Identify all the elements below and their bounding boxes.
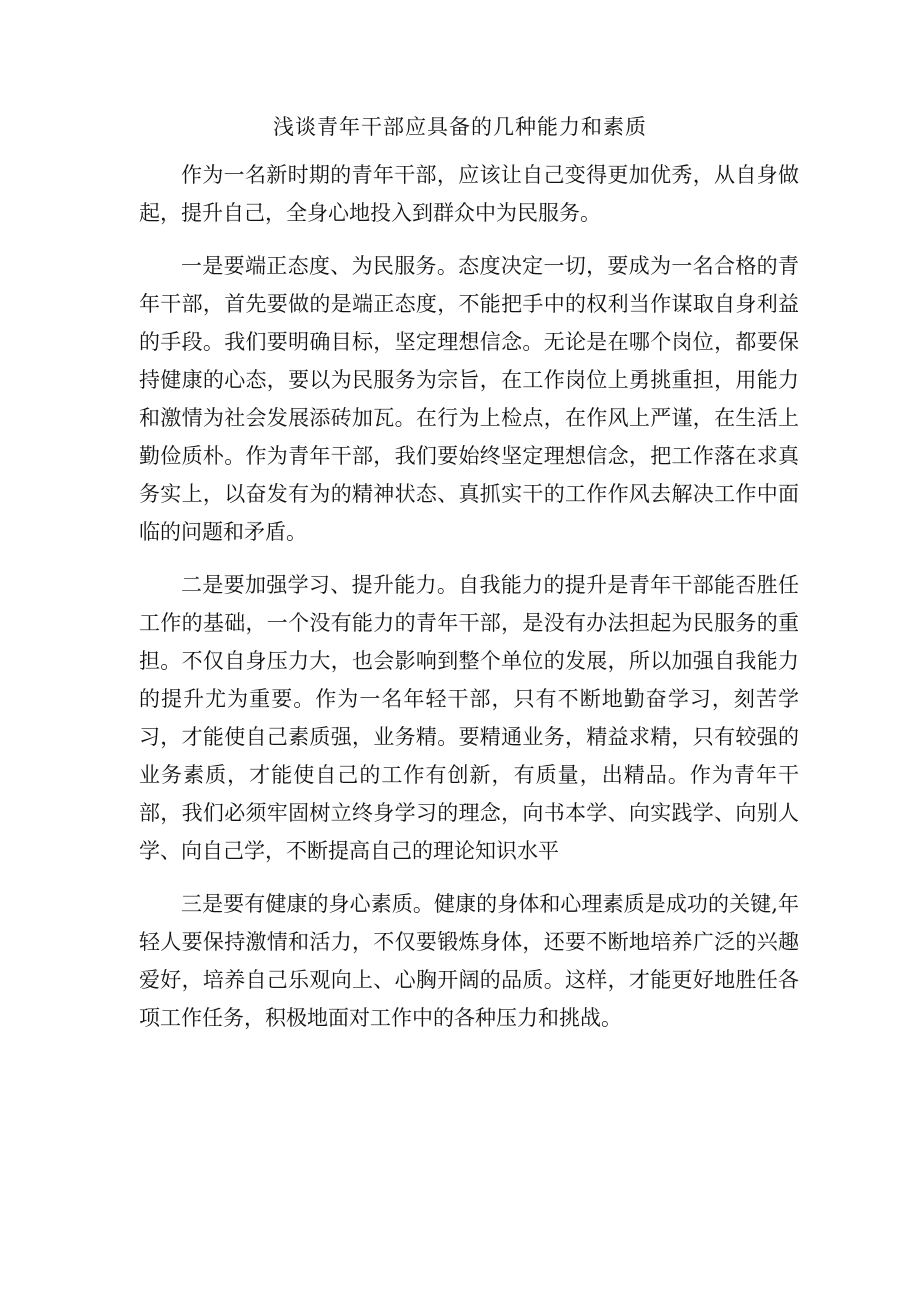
document-body	[139, 156, 799, 1037]
paragraph-attitude: 一是要端正态度、为民服务。态度决定一切，要成为一名合格的青年干部，首先要做的是端正态度，不能把手中的权利当作谋取自身利益的手段。我们要明确目标，坚定理想信念。无论是在哪个岗位，都要保持健康的心态，要以为民服务为宗旨，在工作岗位上勇挑重担，用能力和激情为社会发展添砖加瓦。在行为上检点，在作风上严谨，在生活上勤俭质朴。作为青年干部，我们要始终坚定理想信念，把工作落在求真务实上，以奋发有为的精神状态、真抓实干的工作作风去解决工作中面临的问题和矛盾。	[139, 254, 799, 544]
paragraph-learning: 二是要加强学习、提升能力。自我能力的提升是青年干部能否胜任工作的基础，一个没有能力的青年干部，是没有办法担起为民服务的重担。不仅自身压力大，也会影响到整个单位的发展，所以加强自我能力的提升尤为重要。作为一名年轻干部，只有不断地勤奋学习，刻苦学习，才能使自己素质强，业务精。要精通业务，精益求精，只有较强的业务素质，才能使自己的工作有创新，有质量，出精品。作为青年干部，我们必须牢固树立终身学习的理念，向书本学、向实践学、向别人学、向自己学，不断提高自己的理论知识水平	[139, 573, 799, 863]
paragraph-intro: 作为一名新时期的青年干部，应该让自己变得更加优秀，从自身做起，提升自己，全身心地投入到群众中为民服务。	[139, 163, 799, 225]
paragraph-health: 三是要有健康的身心素质。健康的身体和心理素质是成功的关键,年轻人要保持激情和活力，不仅要锻炼身体，还要不断地培养广泛的兴趣爱好，培养自己乐观向上、心胸开阔的品质。这样，才能更好地胜任各项工作任务，积极地面对工作中的各种压力和挑战。	[139, 892, 799, 1030]
document-title: 浅谈青年干部应具备的几种能力和素质	[273, 115, 647, 139]
